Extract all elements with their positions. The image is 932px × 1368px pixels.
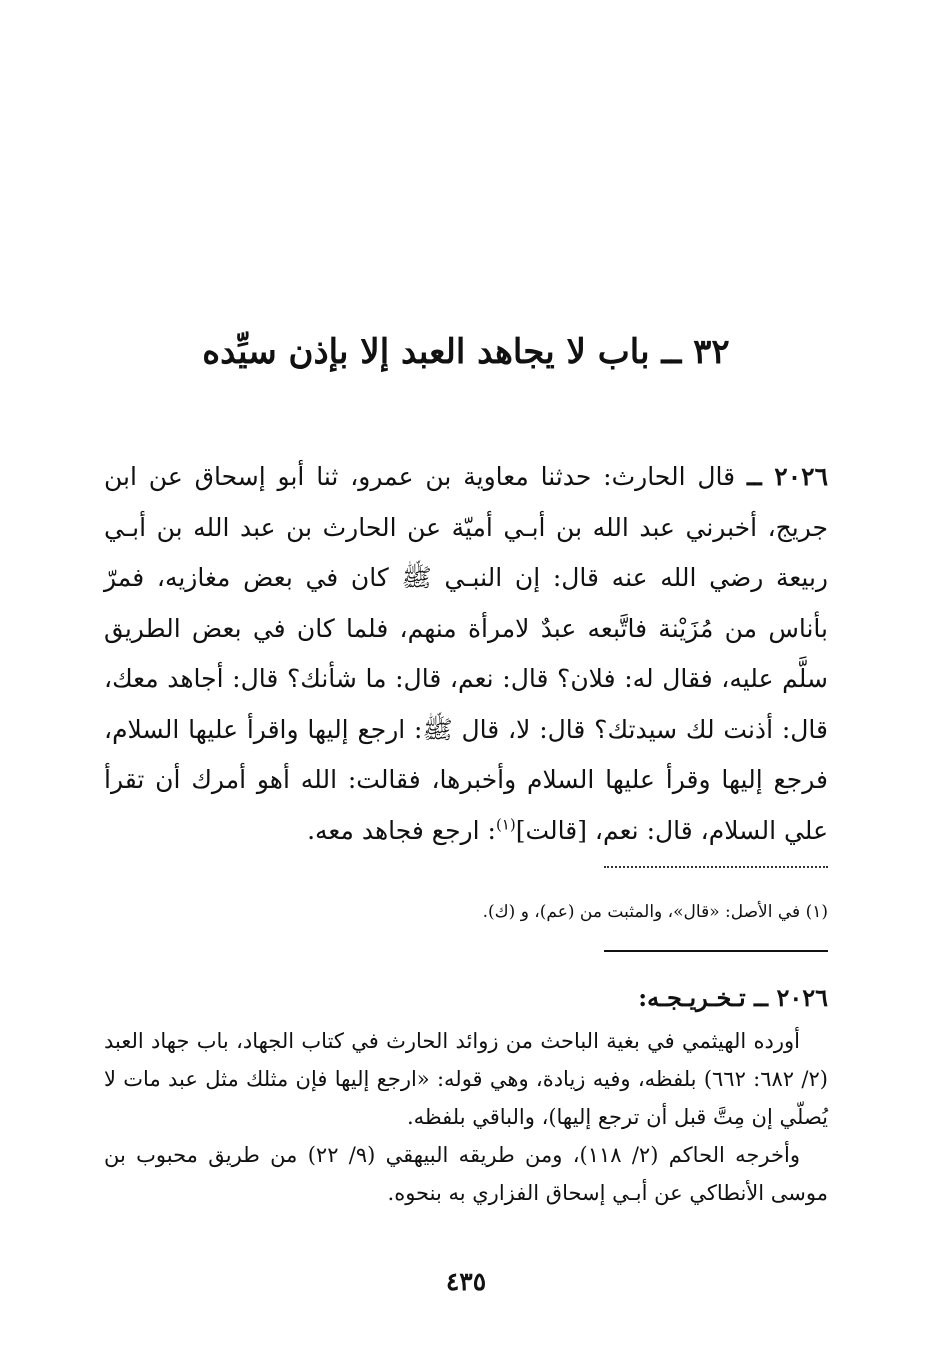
hadith-text: قال الحارث: حدثنا معاوية بن عمرو، ثنا أبو إسحاق عن ابن جريج، أخبرني عبد الله بن أبـي أميّة عن الحارث بن عبد الله بن أبـي ربيعة رضي الله عنه قال: إن النبـي ﷺ كان في بعض مغازيه، فمرّ بأناس من مُزَيْنة فاتَّبعه عبدٌ لامرأة منهم، فلما كان في بعض الطريق سلَّم عليه، فقال له: فلان؟ قال: نعم، قال: ما شأنك؟ قال: أجاهد معك، قال: أذنت لك سيدتك؟ قال: لا، قال ﷺ: ارجع إليها واقرأ عليها السلام، فرجع إليها وقرأ عليها السلام وأخبرها، فقالت: الله أهو أمرك أن تقرأ علي السلام، قال: نعم، [قالت] bbox=[104, 462, 828, 845]
page-number: ٤٣٥ bbox=[445, 1267, 487, 1296]
hadith-number: ٢٠٢٦ ــ bbox=[747, 462, 828, 491]
chapter-title: ٣٢ ــ باب لا يجاهد العبد إلا بإذن سيِّده bbox=[202, 332, 730, 372]
footnote: (١) في الأصل: «قال»، والمثبت من (عم)، و (ك). bbox=[482, 902, 828, 922]
hadith-text-end: : ارجع فجاهد معه. bbox=[307, 815, 496, 845]
takhrij-heading: ٢٠٢٦ ــ تـخـريـجـه: bbox=[638, 983, 828, 1012]
footnote-dotted-separator bbox=[604, 866, 828, 868]
footnote-marker: (١) bbox=[495, 815, 516, 834]
takhrij-paragraph: وأخرجه الحاكم (٢/ ١١٨)، ومن طريقه البيهقي (٩/ ٢٢) من طريق محبوب بن موسى الأنطاكي عن أبـي إسحاق الفزاري به بنحوه. bbox=[104, 1143, 828, 1205]
takhrij-body bbox=[104, 1022, 828, 1212]
takhrij-paragraph: أورده الهيثمي في بغية الباحث من زوائد الحارث في كتاب الجهاد، باب جهاد العبد (٢/ ٦٨٢: ٦٦٢) بلفظه، وفيه زيادة، وهي قوله: «ارجع إليها فإن مثلك مثل عبد مات لا يُصلّي إن مِتَّ قبل أن ترجع إليها)، والباقي بلفظه. bbox=[104, 1029, 828, 1129]
section-rule bbox=[604, 950, 828, 952]
hadith-paragraph bbox=[104, 452, 828, 856]
